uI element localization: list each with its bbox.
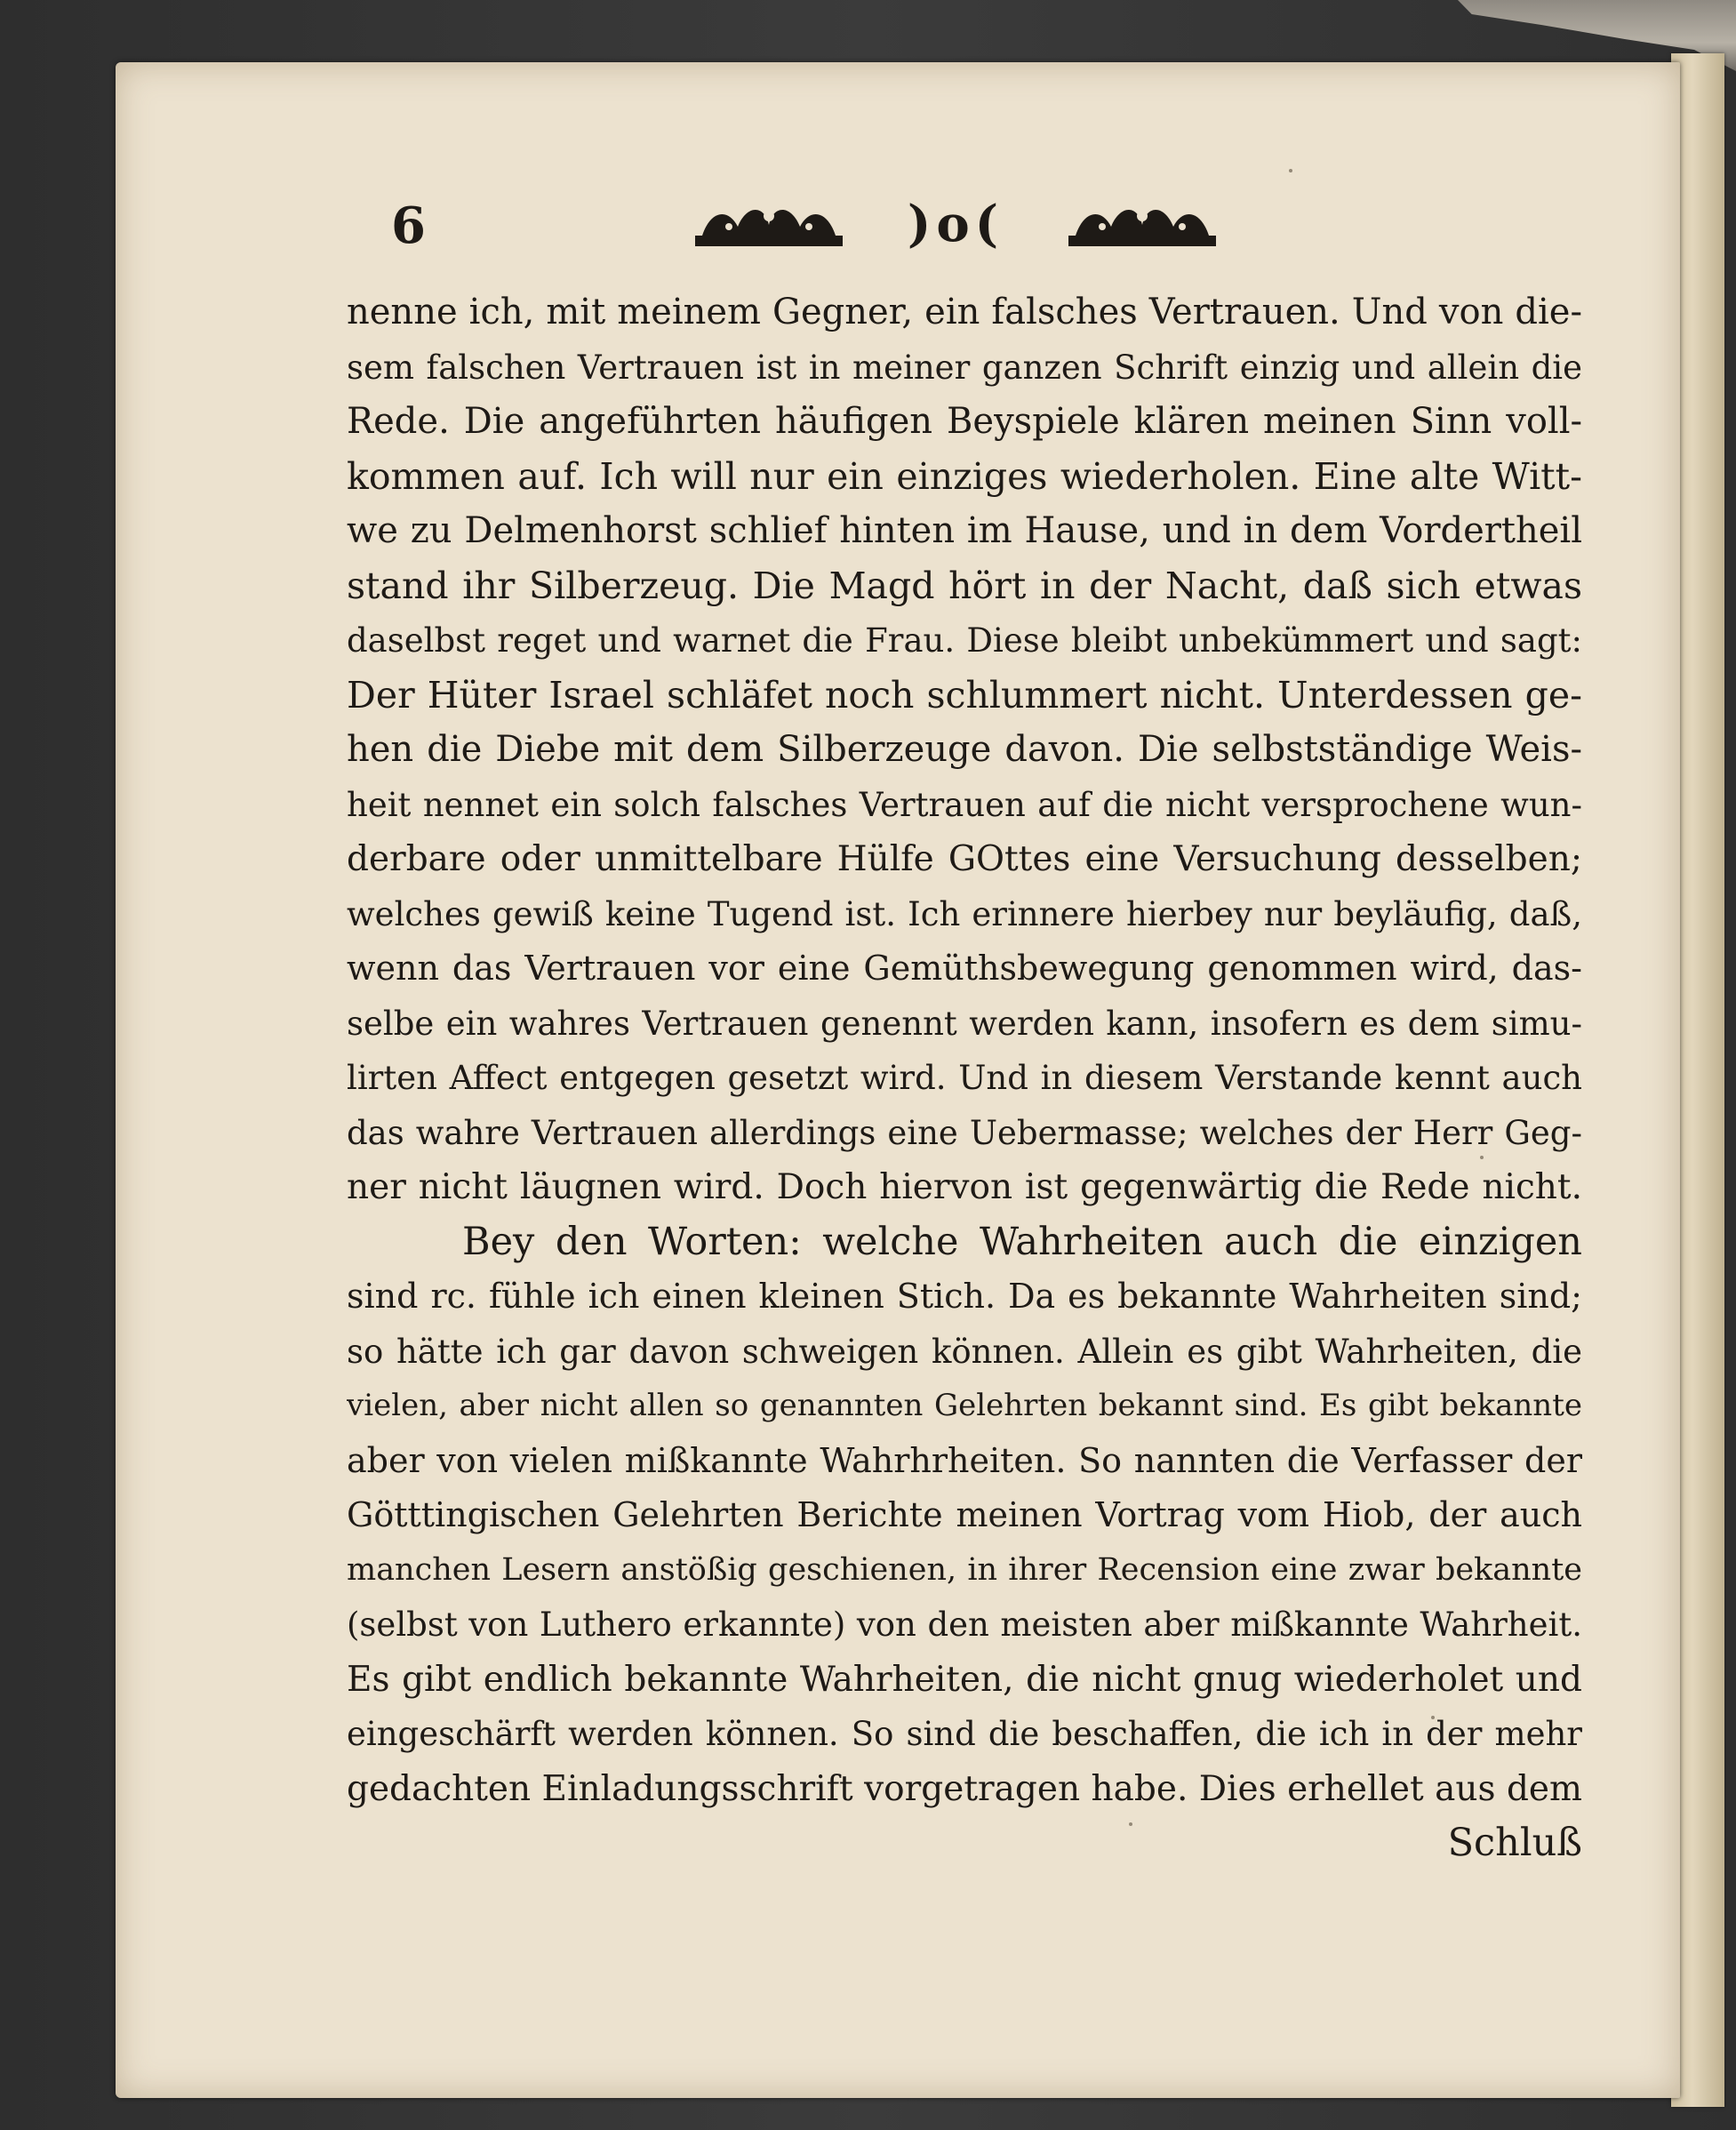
page-content: [347, 191, 1582, 1871]
text-line: das wahre Vertrauen allerdings eine Uebermasse; welches der Herr Geg-: [347, 1113, 1582, 1152]
text-line: Der Hüter Israel schläfet noch schlummert nicht. Unterdessen ge-: [347, 673, 1582, 717]
text-line: so hätte ich gar davon schweigen können. Allein es gibt Wahrheiten, die: [347, 1332, 1582, 1371]
text-line: sem falschen Vertrauen ist in meiner ganzen Schrift einzig und allein die: [347, 348, 1582, 387]
text-line: Bey den Worten: welche Wahrheiten auch die einzigen: [462, 1219, 1582, 1264]
text-line: derbare oder unmittelbare Hülfe GOttes eine Versuchung desselben;: [347, 839, 1582, 879]
text-line: wenn das Vertrauen vor eine Gemüthsbewegung genommen wird, das-: [347, 949, 1582, 988]
paper-speck: [1289, 169, 1292, 172]
text-line: sind rc. fühle ich einen kleinen Stich. Da es bekannte Wahrheiten sind;: [347, 1277, 1582, 1316]
running-head: [347, 191, 1582, 262]
text-line: manchen Lesern anstößig geschienen, in ihrer Recension eine zwar bekannte: [347, 1551, 1582, 1588]
decorative-vignette-icon: [1067, 200, 1218, 253]
text-line: aber von vielen mißkannte Wahrhrheiten. So nannten die Verfasser der: [347, 1440, 1582, 1480]
text-line: stand ihr Silberzeug. Die Magd hört in der Nacht, daß sich etwas: [347, 564, 1582, 607]
text-line: nenne ich, mit meinem Gegner, ein falsches Vertrauen. Und von die-: [347, 292, 1582, 332]
page-number: 6: [391, 196, 426, 255]
text-line: ner nicht läugnen wird. Doch hiervon ist gegenwärtig die Rede nicht.: [347, 1167, 1582, 1207]
text-line: (selbst von Luthero erkannte) von den meisten aber mißkannte Wahrheit.: [347, 1606, 1582, 1644]
text-line: eingeschärft werden können. So sind die beschaffen, die ich in der mehr: [347, 1715, 1582, 1753]
text-line: we zu Delmenhorst schlief hinten im Hause, und in dem Vordertheil: [347, 510, 1582, 551]
body-text: [347, 285, 1582, 1871]
text-line: welches gewiß keine Tugend ist. Ich erinnere hierbey nur beyläufig, daß,: [347, 894, 1582, 933]
running-head-separator: )o(: [907, 195, 1004, 253]
text-line: Götttingischen Gelehrten Berichte meinen Vortrag vom Hiob, der auch: [347, 1495, 1582, 1534]
text-line: Es gibt endlich bekannte Wahrheiten, die nicht gnug wiederholet und: [347, 1659, 1582, 1700]
text-line: lirten Affect entgegen gesetzt wird. Und in diesem Verstande kennt auch: [347, 1059, 1582, 1097]
text-line: Rede. Die angeführten häufigen Beyspiele klären meinen Sinn voll-: [347, 401, 1582, 442]
decorative-vignette-icon: [693, 200, 844, 253]
text-line: kommen auf. Ich will nur ein einziges wiederholen. Eine alte Witt-: [347, 454, 1582, 498]
text-line: hen die Diebe mit dem Silberzeuge davon. Die selbstständige Weis-: [347, 729, 1582, 770]
catchword: Schluß: [1447, 1821, 1582, 1865]
text-line: gedachten Einladungsschrift vorgetragen habe. Dies erhellet aus dem: [347, 1768, 1582, 1809]
text-line: vielen, aber nicht allen so genannten Gelehrten bekannt sind. Es gibt bekannte: [347, 1388, 1582, 1423]
text-line: selbe ein wahres Vertrauen genennt werden kann, insofern es dem simu-: [347, 1004, 1582, 1043]
text-line: heit nennet ein solch falsches Vertrauen auf die nicht versprochene wun-: [347, 785, 1582, 824]
text-line: daselbst reget und warnet die Frau. Diese bleibt unbekümmert und sagt:: [347, 621, 1582, 660]
